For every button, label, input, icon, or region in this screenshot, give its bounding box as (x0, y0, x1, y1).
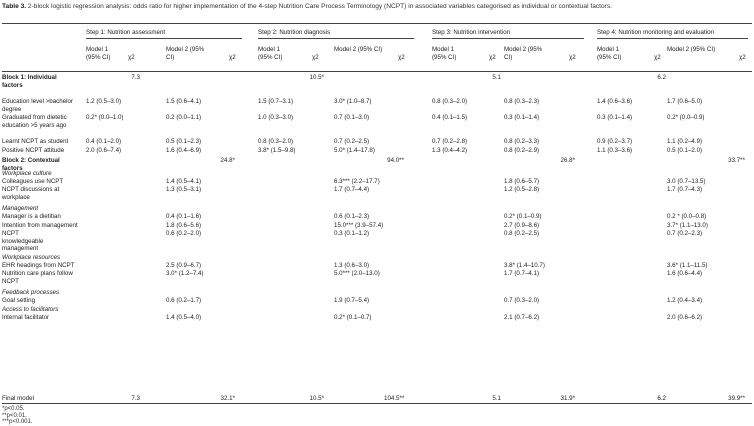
odds-ratio-value: 3.0 (0.7–13.5) (667, 178, 706, 185)
odds-ratio-value: 0.2* (0.1–0.9) (504, 213, 542, 220)
odds-ratio-value: 15.0*** (3.9–57.4) (334, 222, 384, 229)
odds-ratio-value: 0.2* (0.0–0.9) (667, 114, 705, 121)
odds-ratio-value: 1.3 (0.5–3.1) (166, 186, 202, 193)
odds-ratio-value: 1.8 (0.6–5.7) (504, 178, 540, 185)
chi-square-value: 39.9** (728, 395, 745, 402)
odds-ratio-value: 3.0* (1.2–7.4) (166, 270, 204, 277)
chi-square-value: 32.1* (220, 395, 235, 402)
step-header: Step 2: Nutrition diagnosis (258, 29, 331, 36)
odds-ratio-value: 0.4 (0.1–1.6) (166, 213, 202, 220)
odds-ratio-value: 1.0 (0.3–3.0) (258, 114, 294, 121)
row-label: Final model (2, 395, 34, 402)
odds-ratio-value: 3.7* (1.1–13.0) (667, 222, 708, 229)
row-label: Goal setting (2, 297, 36, 304)
odds-ratio-value: 0.7 (0.1–3.0) (334, 114, 370, 121)
chi-square-value: 31.9* (560, 395, 575, 402)
row-label: EHR headings from NCPT (2, 262, 75, 269)
odds-ratio-value: 2.5 (0.9–6.7) (166, 262, 202, 269)
chi-square-header: χ2 (489, 54, 496, 61)
step-rule (86, 38, 242, 39)
row-label: Positive NCPT attitude (2, 147, 65, 154)
odds-ratio-value: 0.7 (0.2–2.5) (334, 138, 370, 145)
table-rule (2, 403, 752, 404)
chi-square-value: 26.8* (560, 157, 575, 164)
odds-ratio-value: 3.0* (1.0–8.7) (334, 98, 372, 105)
odds-ratio-value: 0.4 (0.1–1.5) (432, 114, 468, 121)
odds-ratio-value: 1.4 (0.5–4.1) (166, 178, 202, 185)
chi-square-value: 24.8* (220, 157, 235, 164)
row-label: Block 2: Contextual factors (2, 157, 60, 172)
model-1-header: Model 1 (95% CI) (597, 46, 622, 61)
row-label: Graduated from dietetic education >5 years ago (2, 114, 67, 129)
chi-square-value: 104.5** (384, 395, 405, 402)
row-label: Intention from management (2, 222, 78, 229)
odds-ratio-value: 1.1 (0.3–3.6) (597, 147, 633, 154)
odds-ratio-value: 0.3 (0.1–1.4) (504, 114, 540, 121)
model-1-header: Model 1 (95% CI) (258, 46, 283, 61)
odds-ratio-value: 0.7 (0.3–2.0) (504, 297, 540, 304)
odds-ratio-value: 3.8* (1.4–10.7) (504, 262, 545, 269)
odds-ratio-value: 1.2 (0.5–2.8) (504, 186, 540, 193)
chi-square-header: χ2 (654, 54, 661, 61)
odds-ratio-value: 0.8 (0.2–2.9) (504, 147, 540, 154)
row-label: Workplace resources (2, 254, 61, 261)
row-label: Management (2, 205, 39, 212)
chi-square-value: 7.3 (131, 395, 140, 402)
odds-ratio-value: 0.2* (0.0–1.0) (86, 114, 124, 121)
row-label: Block 1: Individual factors (2, 74, 57, 89)
odds-ratio-value: 1.6 (0.6–4.4) (667, 270, 703, 277)
chi-square-value: 7.3 (131, 74, 140, 81)
odds-ratio-value: 1.9 (0.7–5.4) (334, 297, 370, 304)
odds-ratio-value: 1.3 (0.4–4.2) (432, 147, 468, 154)
model-2-header: Model 2 (95% CI) (166, 46, 205, 61)
caption-text: 2-block logistic regression analysis: odds ratio for higher implementation of the 4-step Nutrition Care Process Terminology (NCPT) in associated variables categorised as individual or contextual factors. (27, 3, 612, 10)
chi-square-header: χ2 (739, 54, 746, 61)
chi-square-header: χ2 (128, 54, 135, 61)
row-label: Education level >bachelor degree (2, 98, 74, 113)
odds-ratio-value: 0.2* (0.1–0.7) (334, 314, 372, 321)
odds-ratio-value: 1.4 (0.6–3.6) (597, 98, 633, 105)
odds-ratio-value: 0.6 (0.1–2.3) (334, 213, 370, 220)
odds-ratio-value: 0.6 (0.2–2.0) (166, 230, 202, 237)
row-label: Internal facilitator (2, 314, 50, 321)
odds-ratio-value: 0.7 (0.2–2.8) (432, 138, 468, 145)
chi-square-header: χ2 (312, 54, 319, 61)
row-label: Nutrition care plans follow NCPT (2, 270, 73, 285)
row-label: Access to facilitators (2, 306, 59, 313)
chi-square-header: χ2 (398, 54, 405, 61)
odds-ratio-value: 0.2 (0.0–1.1) (166, 114, 202, 121)
odds-ratio-value: 1.1 (0.2–4.9) (667, 138, 703, 145)
odds-ratio-value: 1.7 (0.7–4.4) (334, 186, 370, 193)
chi-square-value: 6.2 (657, 395, 666, 402)
step-header: Step 1: Nutrition assessment (86, 29, 166, 36)
odds-ratio-value: 3.6* (1.1–11.5) (667, 262, 708, 269)
odds-ratio-value: 2.7 (0.9–8.6) (504, 222, 540, 229)
odds-ratio-value: 2.0 (0.6–6.2) (667, 314, 703, 321)
odds-ratio-value: 1.2 (0.4–3.4) (667, 297, 703, 304)
odds-ratio-value: 0.8 (0.3–2.0) (258, 138, 294, 145)
odds-ratio-value: 0.4 (0.1–2.0) (86, 138, 122, 145)
footnote: **p<0.01. (2, 412, 27, 419)
chi-square-value: 94.0** (387, 157, 404, 164)
odds-ratio-value: 1.7 (0.7–4.1) (504, 270, 540, 277)
odds-ratio-value: 1.3 (0.6–3.0) (334, 262, 370, 269)
chi-square-value: 5.1 (492, 74, 501, 81)
step-rule (432, 38, 584, 39)
odds-ratio-value: 1.6 (0.4–6.9) (166, 147, 202, 154)
caption-label: Table 3. (2, 3, 27, 10)
odds-ratio-value: 0.3 (0.1–1.4) (597, 114, 633, 121)
odds-ratio-value: 0.3 (0.1–1.2) (334, 230, 370, 237)
footnote: ***p<0.001. (2, 419, 33, 426)
row-label: NCPT knowledgeable management (2, 230, 44, 253)
odds-ratio-value: 1.2 (0.5–3.0) (86, 98, 122, 105)
odds-ratio-value: 0.6 (0.2–1.7) (166, 297, 202, 304)
odds-ratio-value: 5.0*** (2.0–13.0) (334, 270, 380, 277)
odds-ratio-value: 0.5 (0.1–2.0) (667, 147, 703, 154)
step-header: Step 3: Nutrition intervention (432, 29, 511, 36)
odds-ratio-value: 1.5 (0.7–3.1) (258, 98, 294, 105)
chi-square-value: 10.5* (309, 74, 324, 81)
odds-ratio-value: 6.3*** (2.2–17.7) (334, 178, 380, 185)
odds-ratio-value: 1.5 (0.6–4.1) (166, 98, 202, 105)
model-2-header: Model 2 (95% CI) (504, 46, 543, 61)
row-label: NCPT discussions at workplace (2, 186, 60, 201)
chi-square-header: χ2 (569, 54, 576, 61)
odds-ratio-value: 1.7 (0.6–5.0) (667, 98, 703, 105)
odds-ratio-value: 0.2 * (0.0–0.8) (667, 213, 707, 220)
chi-square-value: 5.1 (492, 395, 501, 402)
chi-square-value: 33.7** (728, 157, 745, 164)
odds-ratio-value: 0.8 (0.2–3.3) (504, 138, 540, 145)
odds-ratio-value: 0.5 (0.1–2.3) (166, 138, 202, 145)
odds-ratio-value: 0.8 (0.3–2.3) (504, 98, 540, 105)
model-1-header: Model 1 (95% CI) (86, 46, 111, 61)
model-1-header: Model 1 (95% CI) (432, 46, 457, 61)
odds-ratio-value: 5.0* (1.4–17.8) (334, 147, 375, 154)
chi-square-value: 6.2 (657, 74, 666, 81)
odds-ratio-value: 3.8* (1.5–9.8) (258, 147, 296, 154)
odds-ratio-value: 0.8 (0.3–2.0) (432, 98, 468, 105)
odds-ratio-value: 1.4 (0.5–4.0) (166, 314, 202, 321)
step-rule (258, 38, 414, 39)
row-label: Colleagues use NCPT (2, 178, 64, 185)
chi-square-header: χ2 (229, 54, 236, 61)
model-2-header: Model 2 (95% CI) (667, 46, 716, 53)
odds-ratio-value: 1.8 (0.6–5.6) (166, 222, 202, 229)
odds-ratio-value: 0.9 (0.2–3.7) (597, 138, 633, 145)
table-caption (2, 2, 750, 11)
odds-ratio-value: 1.7 (0.7–4.3) (667, 186, 703, 193)
row-label: Feedback processes (2, 289, 60, 296)
row-label: Workplace culture (2, 170, 52, 177)
odds-ratio-value: 0.7 (0.2–2.3) (667, 230, 703, 237)
model-2-header: Model 2 (95% CI) (334, 46, 383, 53)
odds-ratio-value: 0.8 (0.2–2.5) (504, 230, 540, 237)
step-header: Step 4: Nutrition monitoring and evaluation (597, 29, 714, 36)
row-label: Learnt NCPT as student (2, 138, 69, 145)
row-label: Manager is a dietitian (2, 213, 61, 220)
table-rule (2, 71, 752, 72)
chi-square-value: 10.5* (309, 395, 324, 402)
table-rule (2, 23, 752, 24)
odds-ratio-value: 2.1 (0.7–6.2) (504, 314, 540, 321)
odds-ratio-value: 2.0 (0.6–7.4) (86, 147, 122, 154)
footnote: *p<0.05. (2, 406, 25, 412)
step-rule (597, 38, 748, 39)
